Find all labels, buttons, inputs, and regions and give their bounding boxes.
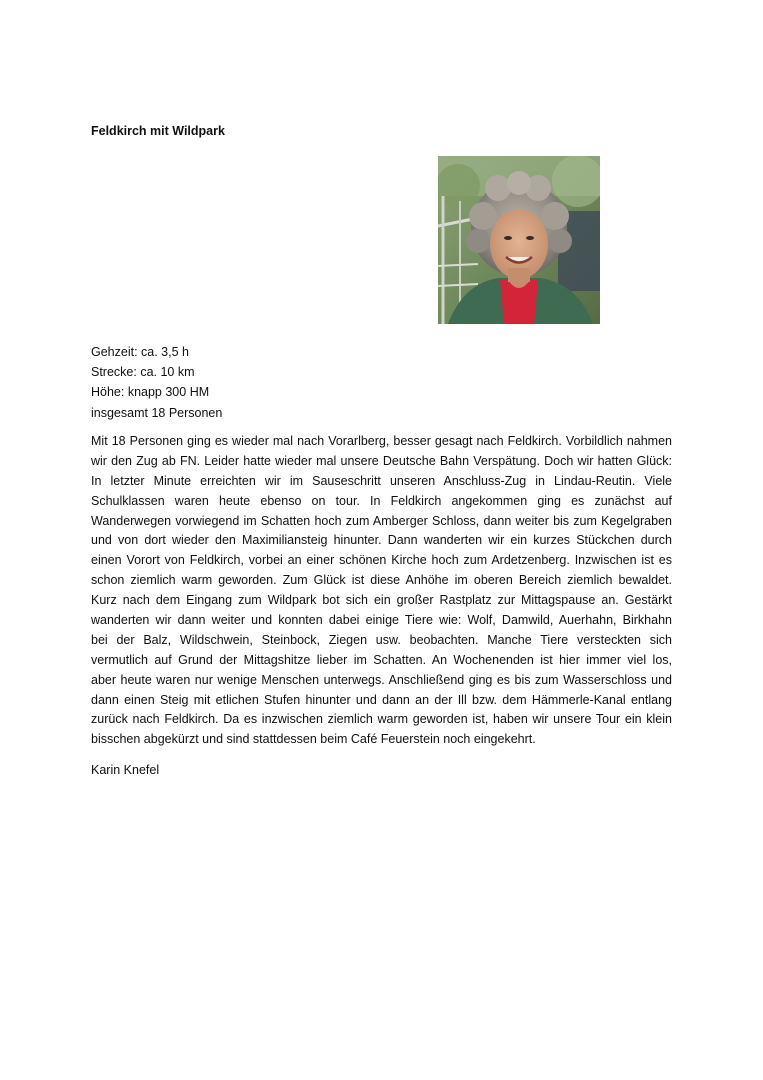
report-line: und von dort wieder den Maximiliansteig hinunter. Dann wanderten wir ein kurzes Stückchen durch (91, 533, 672, 548)
report-line: vermutlich auf Grund der Mittagshitze lieber im Schatten. An Wochenenden ist hier immer viel los, (91, 652, 672, 667)
author-name: Karin Knefel (91, 763, 160, 777)
report-line: Kurz nach dem Eingang zum Wildpark bot sich ein großer Rastplatz zur Mittagspause an. Gestärkt (91, 593, 672, 608)
report-line: Wanderwegen vorwiegend im Schatten hoch zum Amberger Schloss, dann weiter bis zum Kegelgraben (91, 513, 672, 528)
report-line: schon ziemlich warm geworden. Zum Glück ist diese Anhöhe im oberen Bereich ziemlich bewaldet. (91, 573, 672, 588)
author-photo (438, 156, 600, 324)
fact-walking-time: Gehzeit: ca. 3,5 h (91, 345, 189, 359)
report-line: zurück nach Feldkirch. Da es inzwischen ziemlich warm geworden ist, haben wir unsere Tour ein klein (91, 712, 672, 727)
report-line: einen Vorort von Feldkirch, vorbei an einer schönen Kirche hoch zum Ardetzenberg. Inzwischen ist es (91, 553, 672, 568)
fact-elevation: Höhe: knapp 300 HM (91, 385, 210, 400)
report-line: Schulklassen waren heute ebenso on tour. In Feldkirch angekommen ging es zunächst auf (91, 493, 672, 508)
report-line: wanderten wir dann weiter und konnten dabei einige Tiere wie: Wolf, Damwild, Auerhahn, Birkhahn (91, 613, 672, 628)
tour-report-paragraph (91, 432, 672, 750)
report-line: wir den Zug ab FN. Leider hatte wieder mal unsere Deutsche Bahn Verspätung. Doch wir hatten Glück: (91, 453, 672, 468)
report-line: Mit 18 Personen ging es wieder mal nach Vorarlberg, besser gesagt nach Feldkirch. Vorbildlich nahmen (91, 434, 672, 448)
report-line: bei der Balz, Wildschwein, Steinbock, Ziegen usw. beobachten. Manche Tiere versteckten sich (91, 632, 672, 647)
fact-distance: Strecke: ca. 10 km (91, 365, 195, 380)
report-line: aber heute waren nur wenige Menschen unterwegs. Anschließend ging es bis zum Wasserschloss und (91, 672, 672, 687)
document-title: Feldkirch mit Wildpark (91, 124, 225, 138)
fact-participants: insgesamt 18 Personen (91, 405, 223, 420)
report-line: In letzter Minute erreichten wir im Sauseschritt unseren Anschluss-Zug in Lindau-Reutin. Viele (91, 473, 672, 488)
tour-facts-list (91, 342, 391, 423)
report-line: dann einen Steig mit etlichen Stufen hinunter und dann an der Ill bzw. dem Hämmerle-Kanal entlang (91, 692, 672, 707)
report-line: bisschen abgekürzt und sind stattdessen beim Café Feuerstein noch eingekehrt. (91, 732, 536, 747)
author-portrait-image (438, 156, 600, 324)
